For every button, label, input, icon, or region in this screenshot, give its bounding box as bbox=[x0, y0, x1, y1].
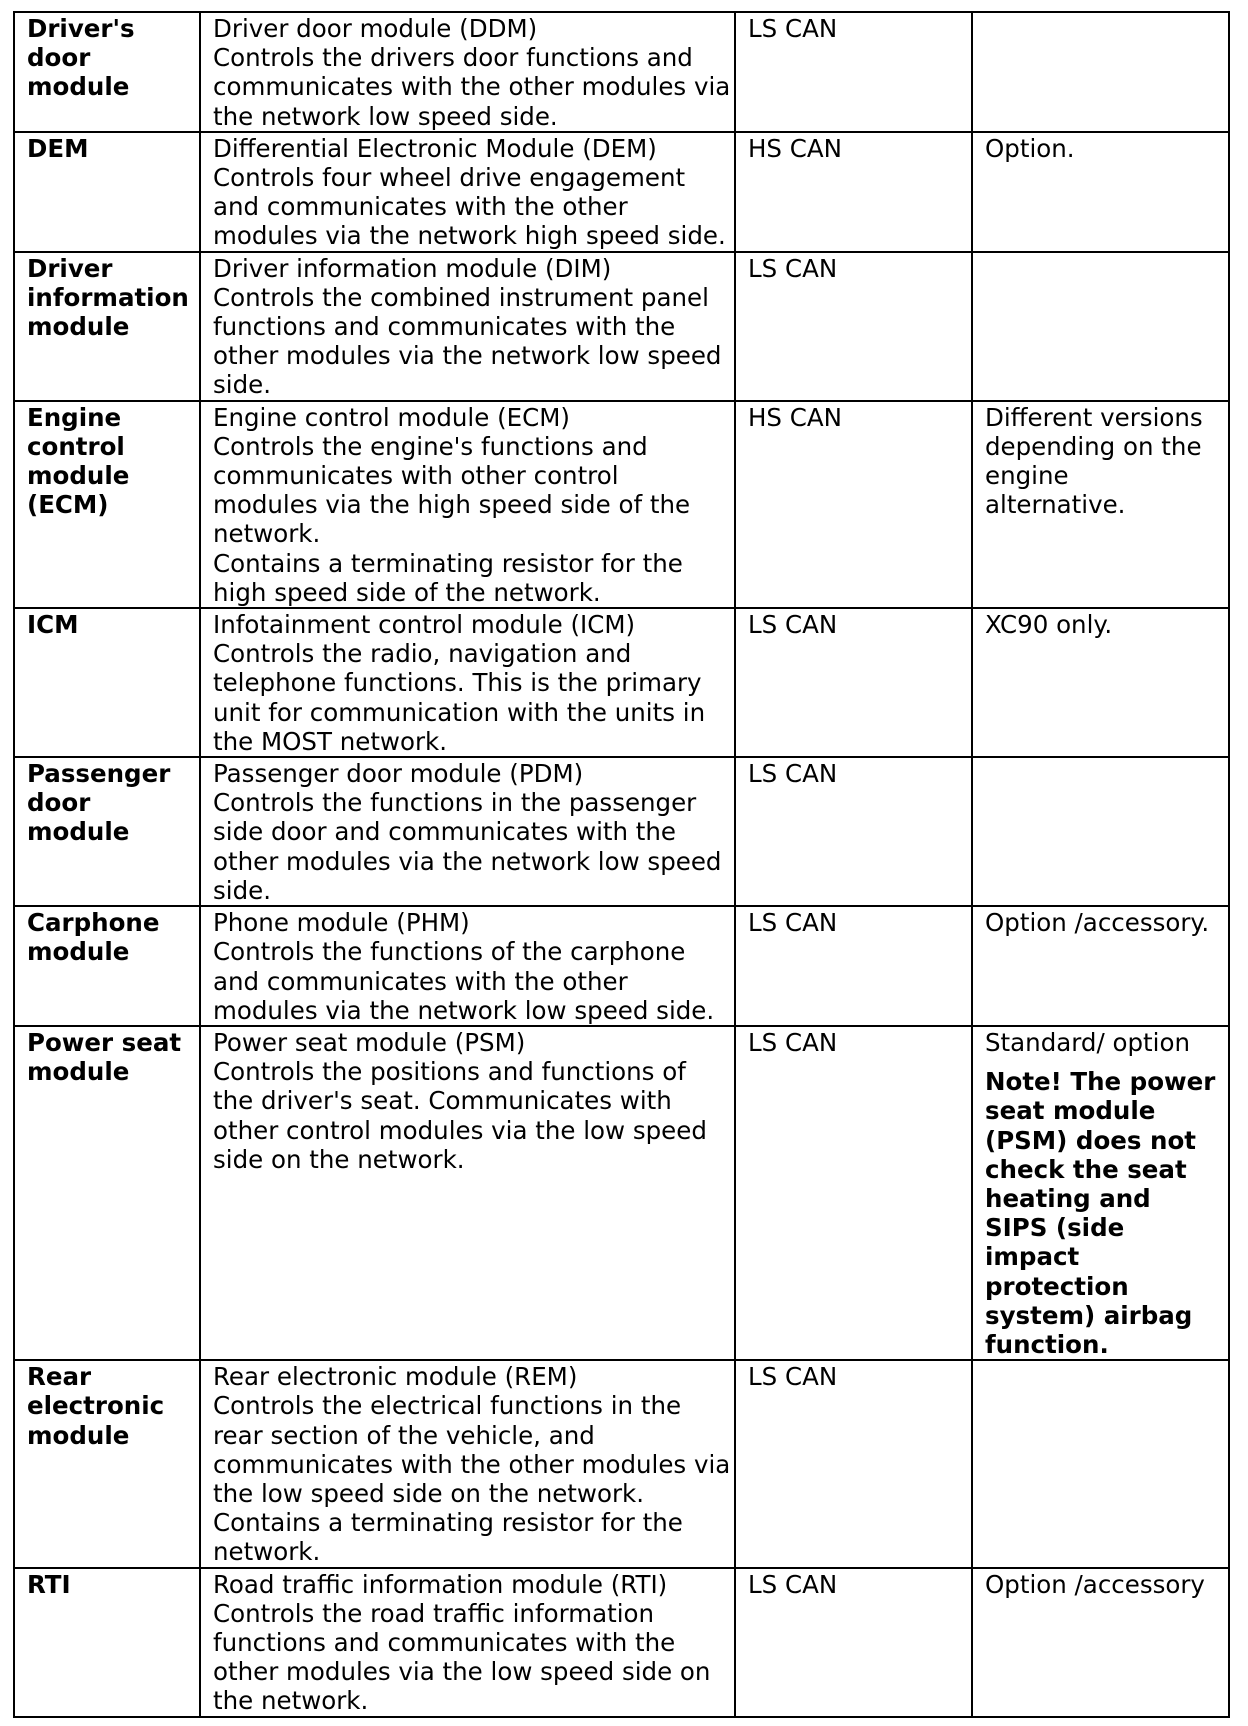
module-note-cell bbox=[972, 1360, 1229, 1567]
module-note-cell bbox=[972, 401, 1229, 608]
module-description-cell bbox=[200, 132, 735, 252]
network-bus-cell bbox=[735, 906, 972, 1026]
module-warning-line: check the seat bbox=[985, 1154, 1187, 1184]
module-description-line: communicates with the other modules via bbox=[213, 1449, 731, 1479]
module-name-cell bbox=[14, 757, 200, 906]
network-bus-label: LS CAN bbox=[748, 1569, 838, 1599]
module-name-line: Passenger bbox=[27, 759, 171, 789]
network-bus-cell bbox=[735, 12, 972, 132]
module-description-line: Controls the radio, navigation and bbox=[213, 639, 632, 669]
network-bus-cell bbox=[735, 608, 972, 757]
table-row bbox=[14, 1026, 1229, 1360]
module-description-cell bbox=[200, 401, 735, 608]
table-row bbox=[14, 1568, 1229, 1717]
module-description-line: the network. bbox=[213, 1686, 369, 1716]
module-description-cell bbox=[200, 12, 735, 132]
module-description-line: communicates with other control bbox=[213, 461, 619, 491]
module-description-cell bbox=[200, 1568, 735, 1717]
module-description-line: telephone functions. This is the primary bbox=[213, 668, 702, 698]
module-note-line: engine bbox=[985, 461, 1069, 491]
module-name-line: Engine bbox=[27, 402, 122, 432]
module-table-body bbox=[14, 12, 1229, 1717]
module-description-line: modules via the network low speed side. bbox=[213, 995, 715, 1025]
module-description-line: Controls the engine's functions and bbox=[213, 431, 648, 461]
module-name-line: module bbox=[27, 817, 130, 847]
network-bus-label: HS CAN bbox=[748, 402, 842, 432]
module-description-line: Controls the positions and functions of bbox=[213, 1057, 686, 1087]
module-description-line: Differential Electronic Module (DEM) bbox=[213, 133, 657, 163]
module-description-cell bbox=[200, 1360, 735, 1567]
module-note-line: XC90 only. bbox=[985, 610, 1113, 640]
module-name-cell bbox=[14, 1360, 200, 1567]
module-name-line: (ECM) bbox=[27, 490, 109, 520]
module-name-line: ICM bbox=[27, 610, 79, 640]
module-note-line: Option /accessory bbox=[985, 1569, 1205, 1599]
module-name-line: door bbox=[27, 788, 91, 818]
module-note-cell bbox=[972, 132, 1229, 252]
module-description-line: other modules via the low speed side on bbox=[213, 1657, 711, 1687]
module-note-cell bbox=[972, 757, 1229, 906]
module-name-line: information bbox=[27, 282, 189, 312]
table-row bbox=[14, 608, 1229, 757]
module-description-line: communicates with the other modules via bbox=[213, 72, 731, 102]
module-description-line: Controls the electrical functions in the bbox=[213, 1391, 682, 1421]
network-bus-cell bbox=[735, 1568, 972, 1717]
module-note-cell bbox=[972, 906, 1229, 1026]
module-description-line: Power seat module (PSM) bbox=[213, 1027, 526, 1057]
module-warning-line: SIPS (side bbox=[985, 1213, 1125, 1243]
module-description-line: Controls four wheel drive engagement bbox=[213, 163, 686, 193]
module-note-cell bbox=[972, 1026, 1229, 1360]
module-description-line: other modules via the network low speed bbox=[213, 341, 722, 371]
module-description-cell bbox=[200, 906, 735, 1026]
module-note-cell bbox=[972, 1568, 1229, 1717]
module-name-line: RTI bbox=[27, 1569, 71, 1599]
module-description-line: high speed side of the network. bbox=[213, 577, 601, 607]
module-description-line: Driver door module (DDM) bbox=[213, 14, 538, 43]
module-table bbox=[13, 11, 1230, 1718]
network-bus-label: HS CAN bbox=[748, 133, 842, 163]
network-bus-label: LS CAN bbox=[748, 14, 838, 43]
module-note-line: Option /accessory. bbox=[985, 908, 1210, 938]
module-name-line: module bbox=[27, 72, 130, 102]
module-name-cell bbox=[14, 608, 200, 757]
module-description-line: side door and communicates with the bbox=[213, 817, 676, 847]
module-description-cell bbox=[200, 1026, 735, 1360]
module-description-line: Controls the combined instrument panel bbox=[213, 282, 709, 312]
module-description-line: functions and communicates with the bbox=[213, 312, 676, 342]
module-description-line: Controls the functions of the carphone bbox=[213, 937, 686, 967]
module-name-cell bbox=[14, 252, 200, 401]
module-warning-line: function. bbox=[985, 1329, 1109, 1359]
module-name-cell bbox=[14, 1026, 200, 1360]
module-description-line: and communicates with the other bbox=[213, 192, 628, 222]
module-note-cell bbox=[972, 12, 1229, 132]
module-note-cell bbox=[972, 608, 1229, 757]
network-bus-label: LS CAN bbox=[748, 759, 838, 789]
module-note-line: depending on the bbox=[985, 431, 1202, 461]
module-description-line: modules via the network high speed side. bbox=[213, 221, 726, 251]
module-name-line: Driver bbox=[27, 253, 113, 283]
module-description-line: Phone module (PHM) bbox=[213, 908, 470, 938]
network-bus-cell bbox=[735, 132, 972, 252]
module-description-line: the MOST network. bbox=[213, 726, 448, 756]
module-description-line: functions and communicates with the bbox=[213, 1627, 676, 1657]
module-name-cell bbox=[14, 906, 200, 1026]
module-warning-note bbox=[985, 1067, 1218, 1359]
module-name-line: electronic bbox=[27, 1391, 165, 1421]
module-name-cell bbox=[14, 12, 200, 132]
module-note-line: Standard/ option bbox=[985, 1027, 1190, 1057]
module-description-line: Rear electronic module (REM) bbox=[213, 1362, 578, 1392]
module-description-line: Driver information module (DIM) bbox=[213, 253, 612, 283]
module-note-line: Option. bbox=[985, 133, 1075, 163]
network-bus-label: LS CAN bbox=[748, 908, 838, 938]
network-bus-cell bbox=[735, 757, 972, 906]
module-name-line: DEM bbox=[27, 133, 89, 163]
module-name-line: Carphone bbox=[27, 908, 160, 938]
module-warning-line: impact bbox=[985, 1242, 1080, 1272]
network-bus-cell bbox=[735, 1026, 972, 1360]
module-name-cell bbox=[14, 1568, 200, 1717]
module-description-line: rear section of the vehicle, and bbox=[213, 1420, 595, 1450]
table-row bbox=[14, 132, 1229, 252]
module-description-cell bbox=[200, 608, 735, 757]
module-description-line: Contains a terminating resistor for the bbox=[213, 548, 683, 578]
module-name-cell bbox=[14, 401, 200, 608]
module-description-line: Controls the drivers door functions and bbox=[213, 43, 693, 73]
module-description-line: network. bbox=[213, 519, 321, 549]
network-bus-label: LS CAN bbox=[748, 1027, 838, 1057]
module-warning-line: seat module bbox=[985, 1096, 1156, 1126]
module-description-line: unit for communication with the units in bbox=[213, 697, 706, 727]
module-description-cell bbox=[200, 252, 735, 401]
module-name-line: Rear bbox=[27, 1362, 92, 1392]
module-description-line: network. bbox=[213, 1537, 321, 1567]
module-name-line: Power seat bbox=[27, 1027, 182, 1057]
module-name-line: module bbox=[27, 937, 130, 967]
module-name-line: door bbox=[27, 43, 91, 73]
module-name-cell bbox=[14, 132, 200, 252]
network-bus-label: LS CAN bbox=[748, 1362, 838, 1392]
module-description-line: side. bbox=[213, 370, 271, 400]
table-row bbox=[14, 906, 1229, 1026]
module-warning-line: heating and bbox=[985, 1183, 1151, 1213]
module-name-line: module bbox=[27, 312, 130, 342]
module-name-line: Driver's bbox=[27, 14, 135, 43]
module-description-line: and communicates with the other bbox=[213, 966, 628, 996]
network-bus-cell bbox=[735, 252, 972, 401]
table-row bbox=[14, 12, 1229, 132]
table-row bbox=[14, 401, 1229, 608]
network-bus-label: LS CAN bbox=[748, 610, 838, 640]
module-description-line: Passenger door module (PDM) bbox=[213, 759, 584, 789]
module-description-line: other modules via the network low speed bbox=[213, 846, 722, 876]
table-row bbox=[14, 252, 1229, 401]
module-description-line: Controls the functions in the passenger bbox=[213, 788, 697, 818]
module-name-line: module bbox=[27, 1057, 130, 1087]
module-description-cell bbox=[200, 757, 735, 906]
module-name-line: module bbox=[27, 1420, 130, 1450]
module-note-line: Different versions bbox=[985, 402, 1203, 432]
network-bus-label: LS CAN bbox=[748, 253, 838, 283]
module-description-line: side on the network. bbox=[213, 1144, 465, 1174]
network-bus-cell bbox=[735, 1360, 972, 1567]
module-warning-line: (PSM) does not bbox=[985, 1125, 1196, 1155]
table-row bbox=[14, 757, 1229, 906]
module-description-line: Controls the road traffic information bbox=[213, 1598, 655, 1628]
module-note-cell bbox=[972, 252, 1229, 401]
module-warning-line: protection bbox=[985, 1271, 1129, 1301]
module-warning-line: Note! The power bbox=[985, 1067, 1216, 1097]
module-description-line: Contains a terminating resistor for the bbox=[213, 1508, 683, 1538]
module-name-line: module bbox=[27, 461, 130, 491]
module-description-line: the network low speed side. bbox=[213, 101, 558, 131]
module-description-line: Engine control module (ECM) bbox=[213, 402, 570, 432]
module-description-line: side. bbox=[213, 875, 271, 905]
module-description-line: other control modules via the low speed bbox=[213, 1115, 707, 1145]
module-description-line: Infotainment control module (ICM) bbox=[213, 610, 636, 640]
module-description-line: modules via the high speed side of the bbox=[213, 490, 691, 520]
module-description-line: Road traffic information module (RTI) bbox=[213, 1569, 668, 1599]
module-name-line: control bbox=[27, 431, 125, 461]
network-bus-cell bbox=[735, 401, 972, 608]
module-description-line: the low speed side on the network. bbox=[213, 1478, 644, 1508]
module-warning-line: system) airbag bbox=[985, 1300, 1193, 1330]
table-row bbox=[14, 1360, 1229, 1567]
module-description-line: the driver's seat. Communicates with bbox=[213, 1086, 672, 1116]
module-note-line: alternative. bbox=[985, 490, 1126, 520]
